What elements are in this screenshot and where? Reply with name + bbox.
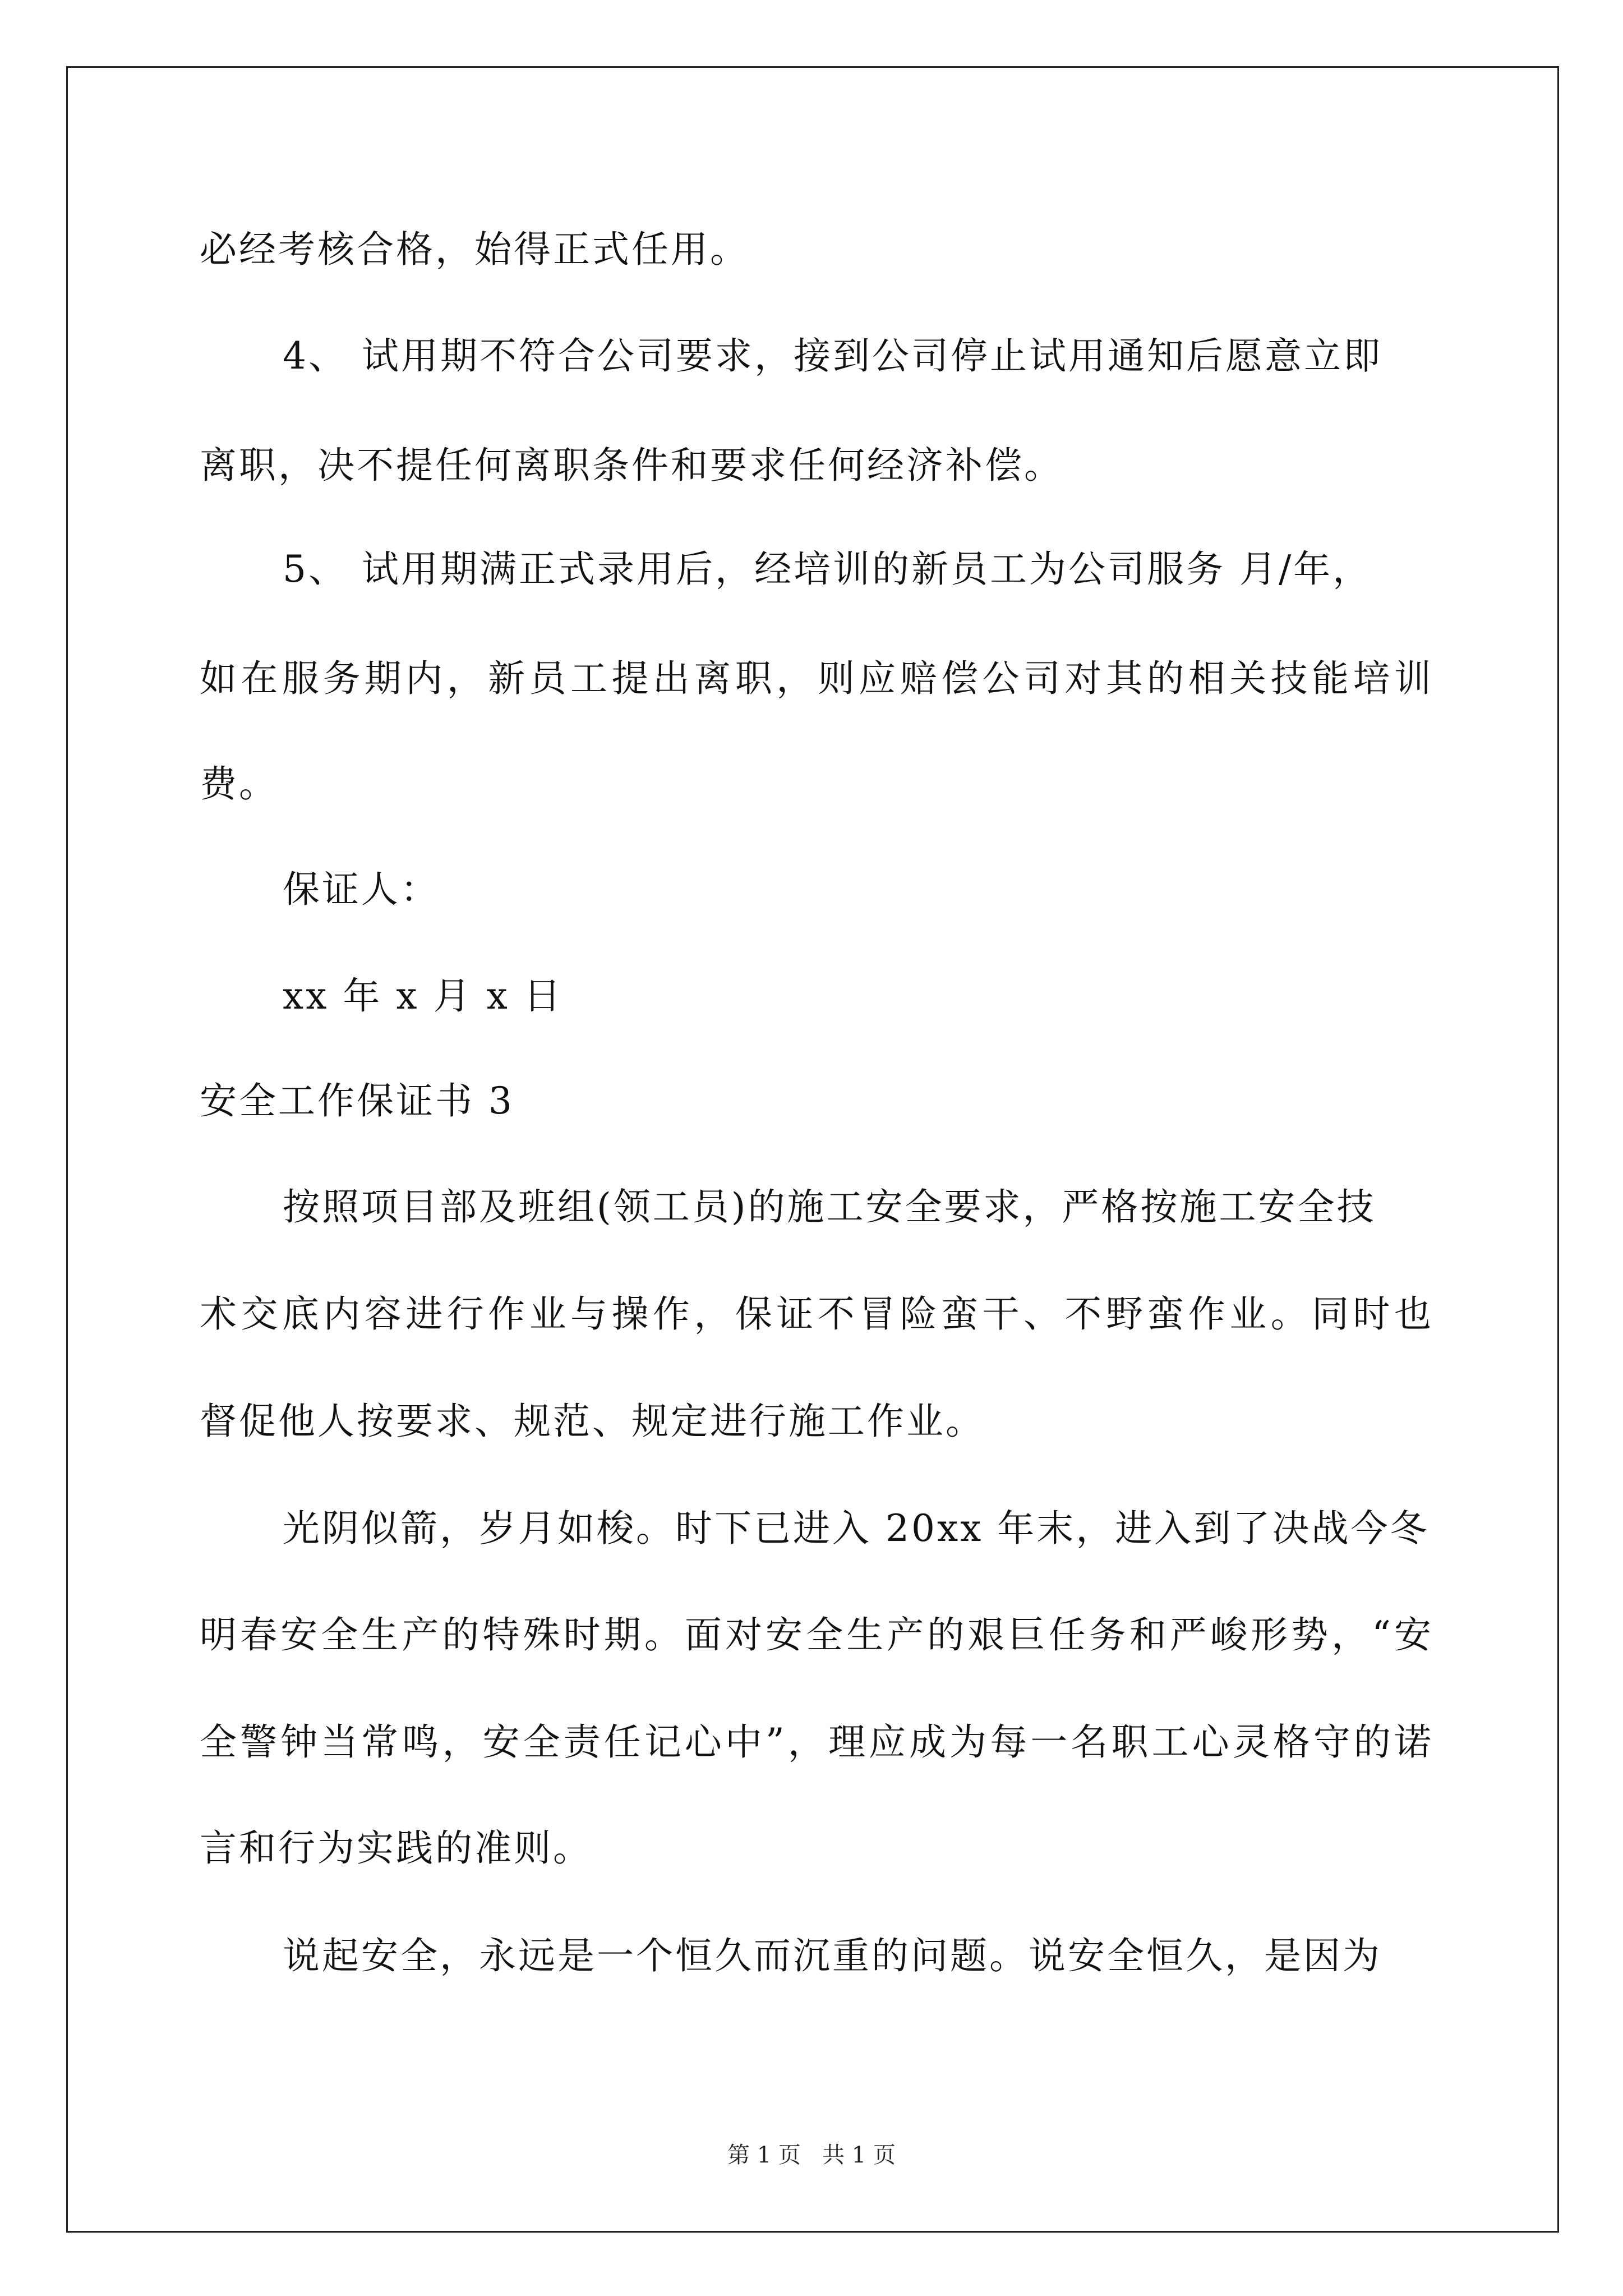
paragraph-line: 说起安全，永远是一个恒久而沉重的问题。说安全恒久，是因为	[283, 1934, 1382, 1977]
paragraph-line: 术交底内容进行作业与操作，保证不冒险蛮干、不野蛮作业。同时也	[200, 1292, 1433, 1336]
page-number-footer: 第 1 页 共 1 页	[727, 2142, 896, 2168]
document-body	[200, 0, 1433, 2076]
date-line: xx 年 x 月 x 日	[283, 974, 563, 1018]
paragraph-line: 必经考核合格，始得正式任用。	[200, 228, 749, 271]
paragraph-line: 离职，决不提任何离职条件和要求任何经济补偿。	[200, 444, 1063, 487]
paragraph-line: 5、 试用期满正式录用后，经培训的新员工为公司服务 月/年，	[283, 547, 1372, 591]
paragraph-line: 4、 试用期不符合公司要求，接到公司停止试用通知后愿意立即	[283, 334, 1382, 378]
paragraph-line: 费。	[200, 762, 278, 806]
paragraph-line: 按照项目部及班组(领工员)的施工安全要求，严格按施工安全技	[283, 1185, 1376, 1228]
signature-label: 保证人：	[283, 868, 440, 911]
paragraph-line: 明春安全生产的特殊时期。面对安全生产的艰巨任务和严峻形势，“安	[200, 1613, 1433, 1657]
paragraph-line: 如在服务期内，新员工提出离职，则应赔偿公司对其的相关技能培训	[200, 657, 1433, 700]
paragraph-line: 全警钟当常鸣，安全责任记心中”，理应成为每一名职工心灵格守的诺	[200, 1720, 1433, 1764]
paragraph-line: 督促他人按要求、规范、规定进行施工作业。	[200, 1400, 985, 1443]
paragraph-line: 言和行为实践的准则。	[200, 1826, 592, 1870]
paragraph-line: 光阴似箭，岁月如梭。时下已进入 20xx 年末，进入到了决战今冬	[283, 1507, 1430, 1550]
section-heading: 安全工作保证书 3	[200, 1079, 514, 1122]
